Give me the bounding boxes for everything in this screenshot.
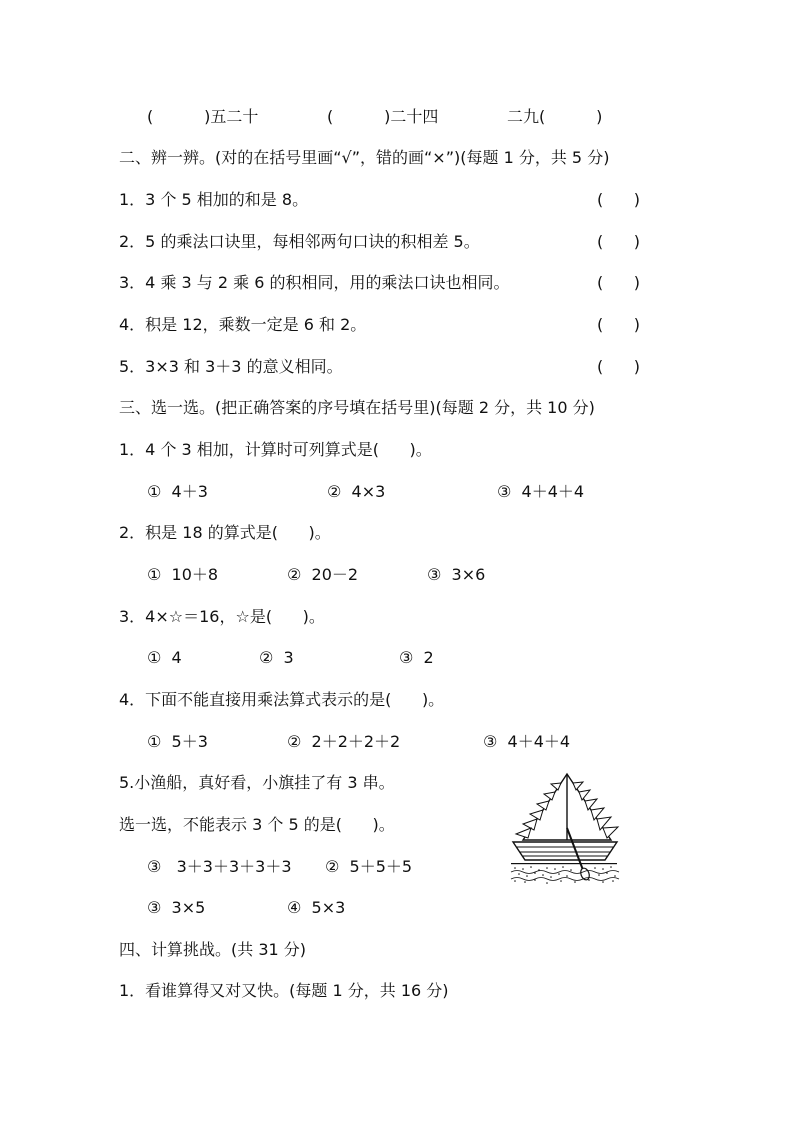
choice-q1: 1．4 个 3 相加，计算时可列算式是( )。 xyxy=(119,440,432,459)
section4-title: 四、计算挑战。(共 31 分) xyxy=(119,940,307,959)
q4-option-1: ① 5＋3 xyxy=(147,732,208,751)
judge-item-2: 2．5 的乘法口诀里，每相邻两句口诀的积相差 5。 xyxy=(119,232,480,251)
blank-two-nine: 二九( ) xyxy=(507,107,603,126)
judge-paren-5: ( ) xyxy=(597,357,640,376)
judge-item-3: 3．4 乘 3 与 2 乘 6 的积相同，用的乘法口诀也相同。 xyxy=(119,273,510,292)
judge-item-5: 5．3×3 和 3＋3 的意义相同。 xyxy=(119,357,343,376)
q2-option-3: ③ 3×6 xyxy=(427,565,486,584)
choice-q5-text: 5.小渔船，真好看，小旗挂了有 3 串。 xyxy=(119,773,395,792)
q1-option-2: ② 4×3 xyxy=(327,482,386,501)
judge-paren-2: ( ) xyxy=(597,232,640,251)
q5-option-a: ③ 3＋3＋3＋3＋3 xyxy=(147,857,292,876)
q4-option-3: ③ 4＋4＋4 xyxy=(483,732,571,751)
q5-option-c: ③ 3×5 xyxy=(147,898,206,917)
q2-option-2: ② 20－2 xyxy=(287,565,359,584)
section3-title: 三、选一选。(把正确答案的序号填在括号里)(每题 2 分，共 10 分) xyxy=(119,398,595,417)
section4-sub1: 1．看谁算得又对又快。(每题 1 分，共 16 分) xyxy=(119,981,449,1000)
q3-option-1: ① 4 xyxy=(147,648,182,667)
choice-q2: 2．积是 18 的算式是( )。 xyxy=(119,523,331,542)
judge-paren-3: ( ) xyxy=(597,273,640,292)
q4-option-2: ② 2＋2＋2＋2 xyxy=(287,732,401,751)
q1-option-1: ① 4＋3 xyxy=(147,482,208,501)
blank-fifty: ( )五二十 xyxy=(147,107,259,126)
q5-option-d: ④ 5×3 xyxy=(287,898,346,917)
q1-option-3: ③ 4＋4＋4 xyxy=(497,482,585,501)
judge-item-1: 1．3 个 5 相加的和是 8。 xyxy=(119,190,309,209)
section2-title: 二、辨一辨。(对的在括号里画“√”，错的画“×”)(每题 1 分，共 5 分) xyxy=(119,148,610,167)
blank-twenty-four: ( )二十四 xyxy=(327,107,439,126)
q3-option-3: ③ 2 xyxy=(399,648,434,667)
choice-q3: 3．4×☆＝16，☆是( )。 xyxy=(119,607,325,626)
judge-paren-1: ( ) xyxy=(597,190,640,209)
q2-option-1: ① 10＋8 xyxy=(147,565,219,584)
judge-item-4: 4．积是 12，乘数一定是 6 和 2。 xyxy=(119,315,367,334)
judge-paren-4: ( ) xyxy=(597,315,640,334)
q5-option-b: ② 5＋5＋5 xyxy=(325,857,413,876)
choice-q5-question: 选一选，不能表示 3 个 5 的是( )。 xyxy=(119,815,395,834)
choice-q4: 4．下面不能直接用乘法算式表示的是( )。 xyxy=(119,690,445,709)
q3-option-2: ② 3 xyxy=(259,648,294,667)
sailboat-icon xyxy=(505,770,623,888)
